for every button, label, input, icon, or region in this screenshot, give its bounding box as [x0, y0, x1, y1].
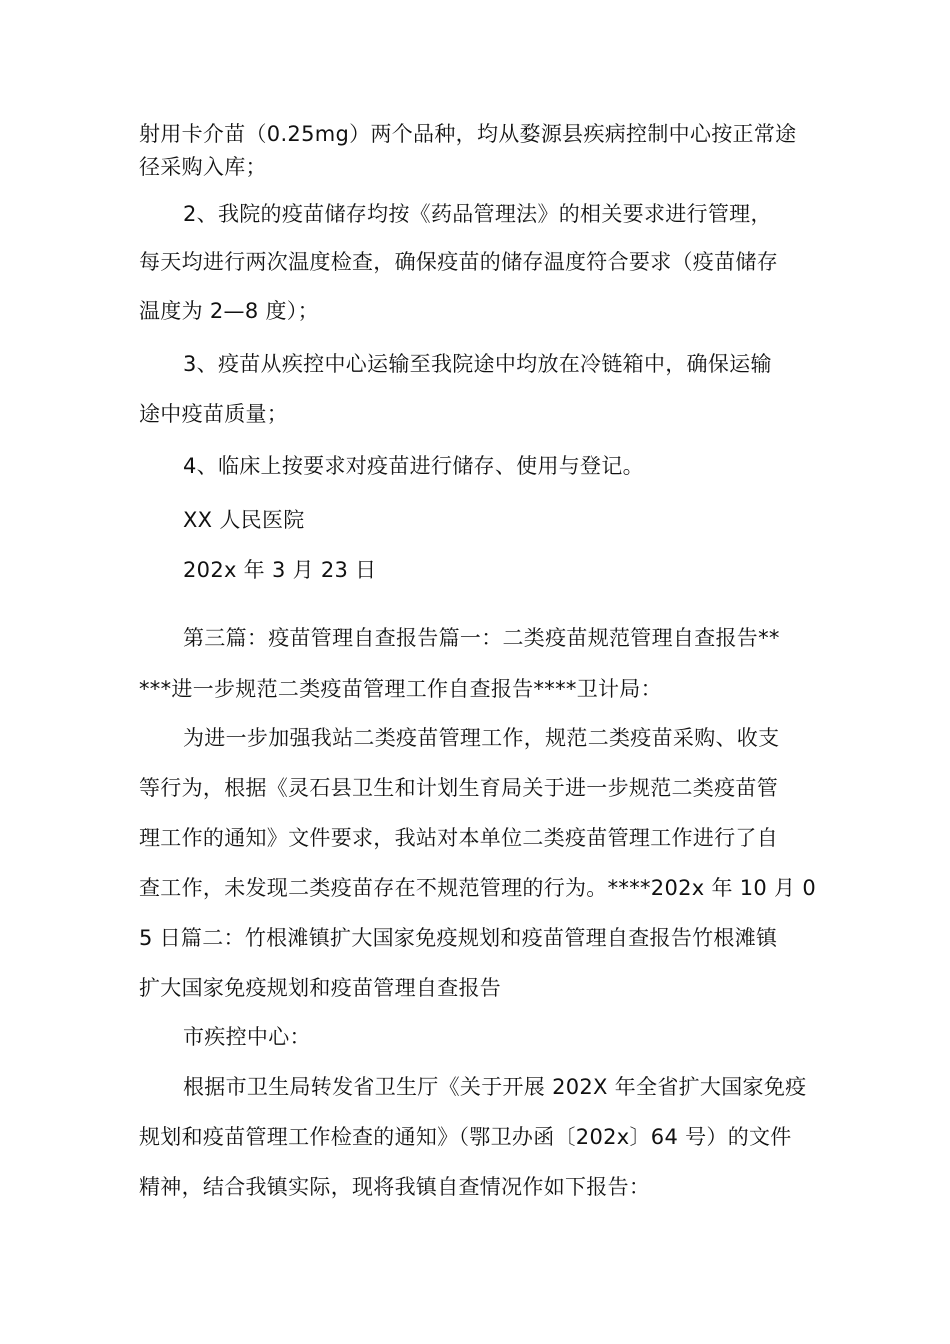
text-line: 扩大国家免疫规划和疫苗管理自查报告	[139, 976, 502, 1000]
section-heading: 第三篇：疫苗管理自查报告篇一：二类疫苗规范管理自查报告**	[183, 626, 780, 650]
text-line: 等行为，根据《灵石县卫生和计划生育局关于进一步规范二类疫苗管	[139, 776, 778, 800]
text-line: 规划和疫苗管理工作检查的通知》（鄂卫办函〔202x〕64 号）的文件	[139, 1125, 792, 1149]
text-line: 根据市卫生局转发省卫生厅《关于开展 202X 年全省扩大国家免疫	[183, 1075, 807, 1099]
text-line: 3、疫苗从疾控中心运输至我院途中均放在冷链箱中，确保运输	[183, 352, 772, 376]
signature-organization: XX 人民医院	[183, 508, 305, 532]
text-line: 径采购入库；	[139, 155, 267, 179]
addressee: 市疾控中心：	[183, 1025, 311, 1049]
text-line: 2、我院的疫苗储存均按《药品管理法》的相关要求进行管理，	[183, 202, 772, 226]
text-line: 4、临床上按要求对疫苗进行储存、使用与登记。	[183, 454, 644, 478]
signature-date: 202x 年 3 月 23 日	[183, 558, 377, 582]
text-line: 查工作，未发现二类疫苗存在不规范管理的行为。****202x 年 10 月 0	[139, 876, 816, 900]
text-line: 为进一步加强我站二类疫苗管理工作，规范二类疫苗采购、收支	[183, 726, 780, 750]
text-line: 每天均进行两次温度检查，确保疫苗的储存温度符合要求（疫苗储存	[139, 250, 778, 274]
text-line: 理工作的通知》文件要求，我站对本单位二类疫苗管理工作进行了自	[139, 826, 778, 850]
text-line: 精神，结合我镇实际，现将我镇自查情况作如下报告：	[139, 1175, 651, 1199]
text-line: 途中疫苗质量；	[139, 402, 289, 426]
text-line: 温度为 2—8 度）；	[139, 299, 319, 323]
text-line: 射用卡介苗（0.25mg）两个品种，均从婺源县疾病控制中心按正常途	[139, 122, 797, 146]
text-line: ***进一步规范二类疫苗管理工作自查报告****卫计局：	[139, 677, 662, 701]
text-line: 5 日篇二：竹根滩镇扩大国家免疫规划和疫苗管理自查报告竹根滩镇	[139, 926, 778, 950]
